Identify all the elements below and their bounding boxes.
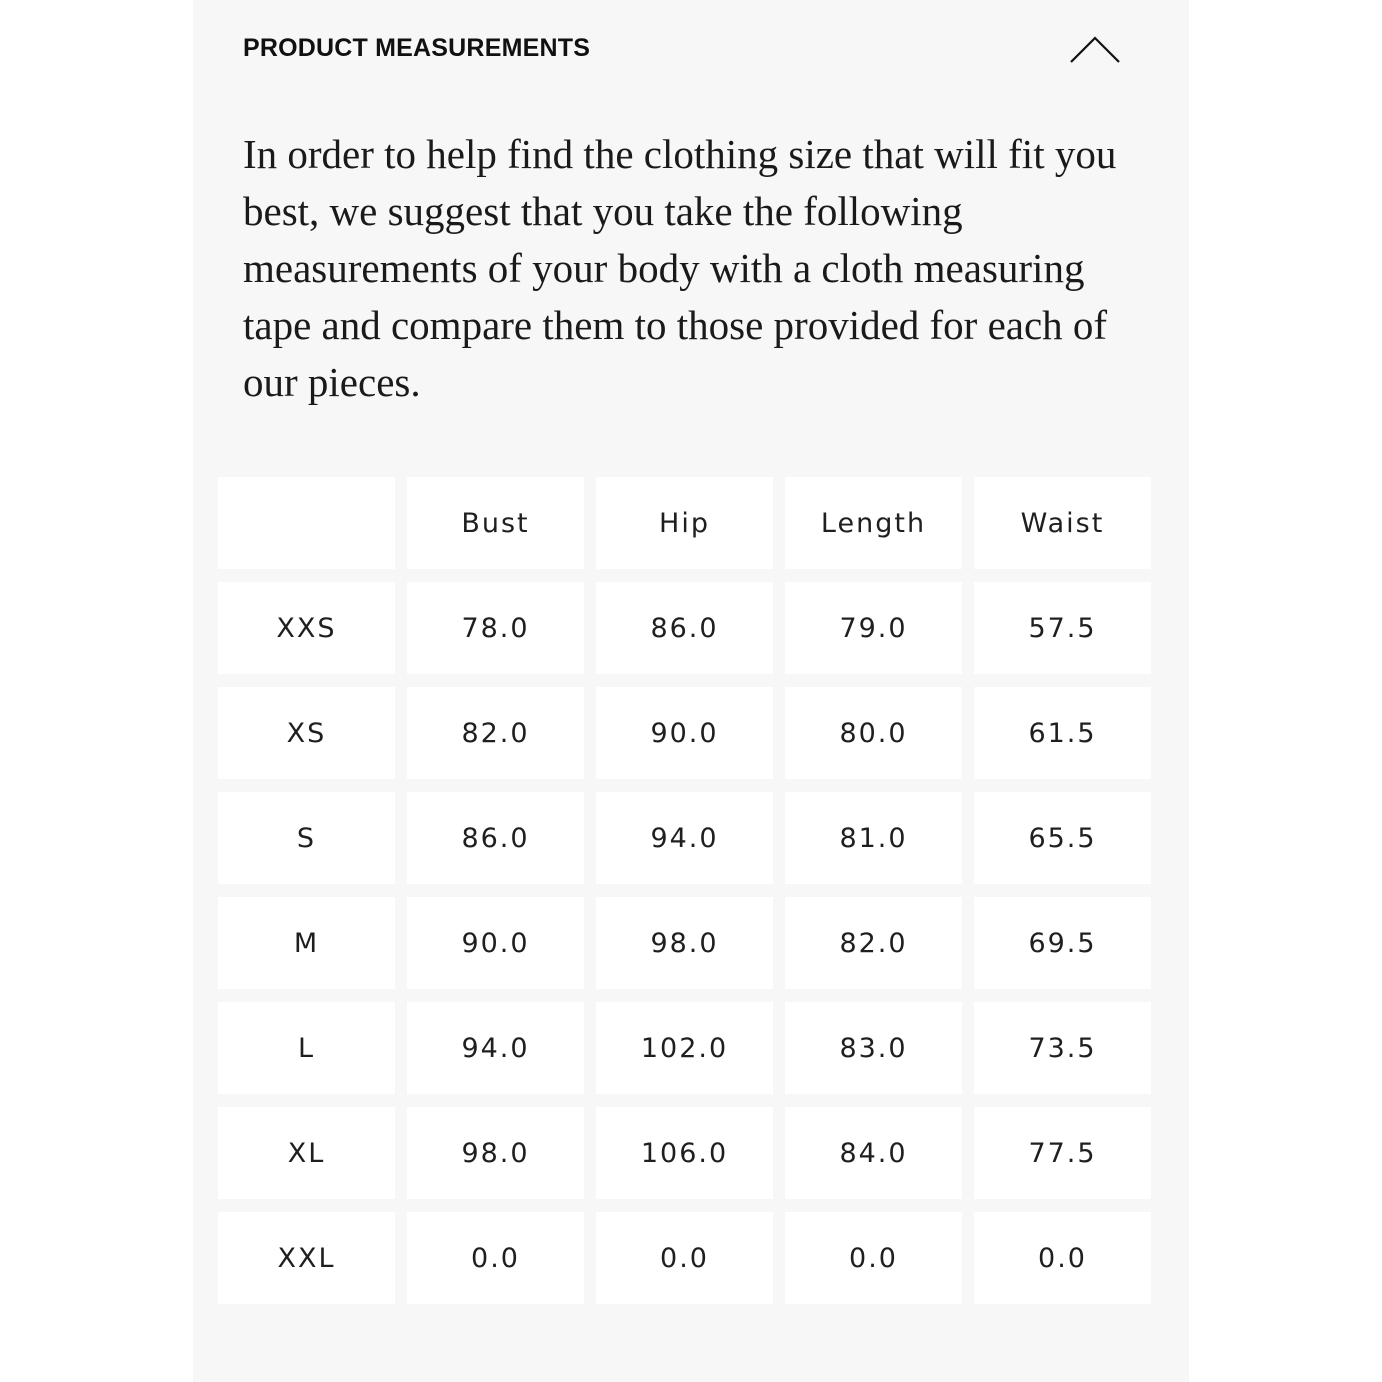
waist-cell: 73.5 [974,1002,1151,1094]
bust-cell: 94.0 [407,1002,584,1094]
size-label-cell: XXS [218,582,395,674]
bust-cell: 0.0 [407,1212,584,1304]
product-measurements-panel [193,0,1189,1382]
length-cell: 80.0 [785,687,962,779]
bust-cell: 78.0 [407,582,584,674]
length-cell: 0.0 [785,1212,962,1304]
length-cell: 81.0 [785,792,962,884]
table-header-cell: Length [785,477,962,569]
waist-cell: 69.5 [974,897,1151,989]
hip-cell: 106.0 [596,1107,773,1199]
waist-cell: 65.5 [974,792,1151,884]
hip-cell: 90.0 [596,687,773,779]
size-label-cell: XXL [218,1212,395,1304]
accordion-header[interactable] [243,30,1123,74]
waist-cell: 57.5 [974,582,1151,674]
length-cell: 82.0 [785,897,962,989]
chevron-up-icon[interactable] [1067,30,1123,70]
waist-cell: 61.5 [974,687,1151,779]
size-label-cell: L [218,1002,395,1094]
size-chart-table [218,477,1151,1304]
bust-cell: 86.0 [407,792,584,884]
section-title: PRODUCT MEASUREMENTS [243,34,591,62]
size-label-cell: XL [218,1107,395,1199]
bust-cell: 90.0 [407,897,584,989]
hip-cell: 86.0 [596,582,773,674]
length-cell: 84.0 [785,1107,962,1199]
waist-cell: 77.5 [974,1107,1151,1199]
size-label-cell: M [218,897,395,989]
size-label-cell: S [218,792,395,884]
table-header-cell: Hip [596,477,773,569]
waist-cell: 0.0 [974,1212,1151,1304]
hip-cell: 0.0 [596,1212,773,1304]
length-cell: 79.0 [785,582,962,674]
table-header-cell [218,477,395,569]
length-cell: 83.0 [785,1002,962,1094]
hip-cell: 94.0 [596,792,773,884]
bust-cell: 98.0 [407,1107,584,1199]
hip-cell: 98.0 [596,897,773,989]
table-header-cell: Bust [407,477,584,569]
hip-cell: 102.0 [596,1002,773,1094]
intro-text: In order to help find the clothing size that will fit you best, we suggest that you take the following measurements of your body with a cloth measuring tape and compare them to those provided for each of our pieces. [243,131,1117,405]
size-label-cell: XS [218,687,395,779]
bust-cell: 82.0 [407,687,584,779]
table-header-cell: Waist [974,477,1151,569]
